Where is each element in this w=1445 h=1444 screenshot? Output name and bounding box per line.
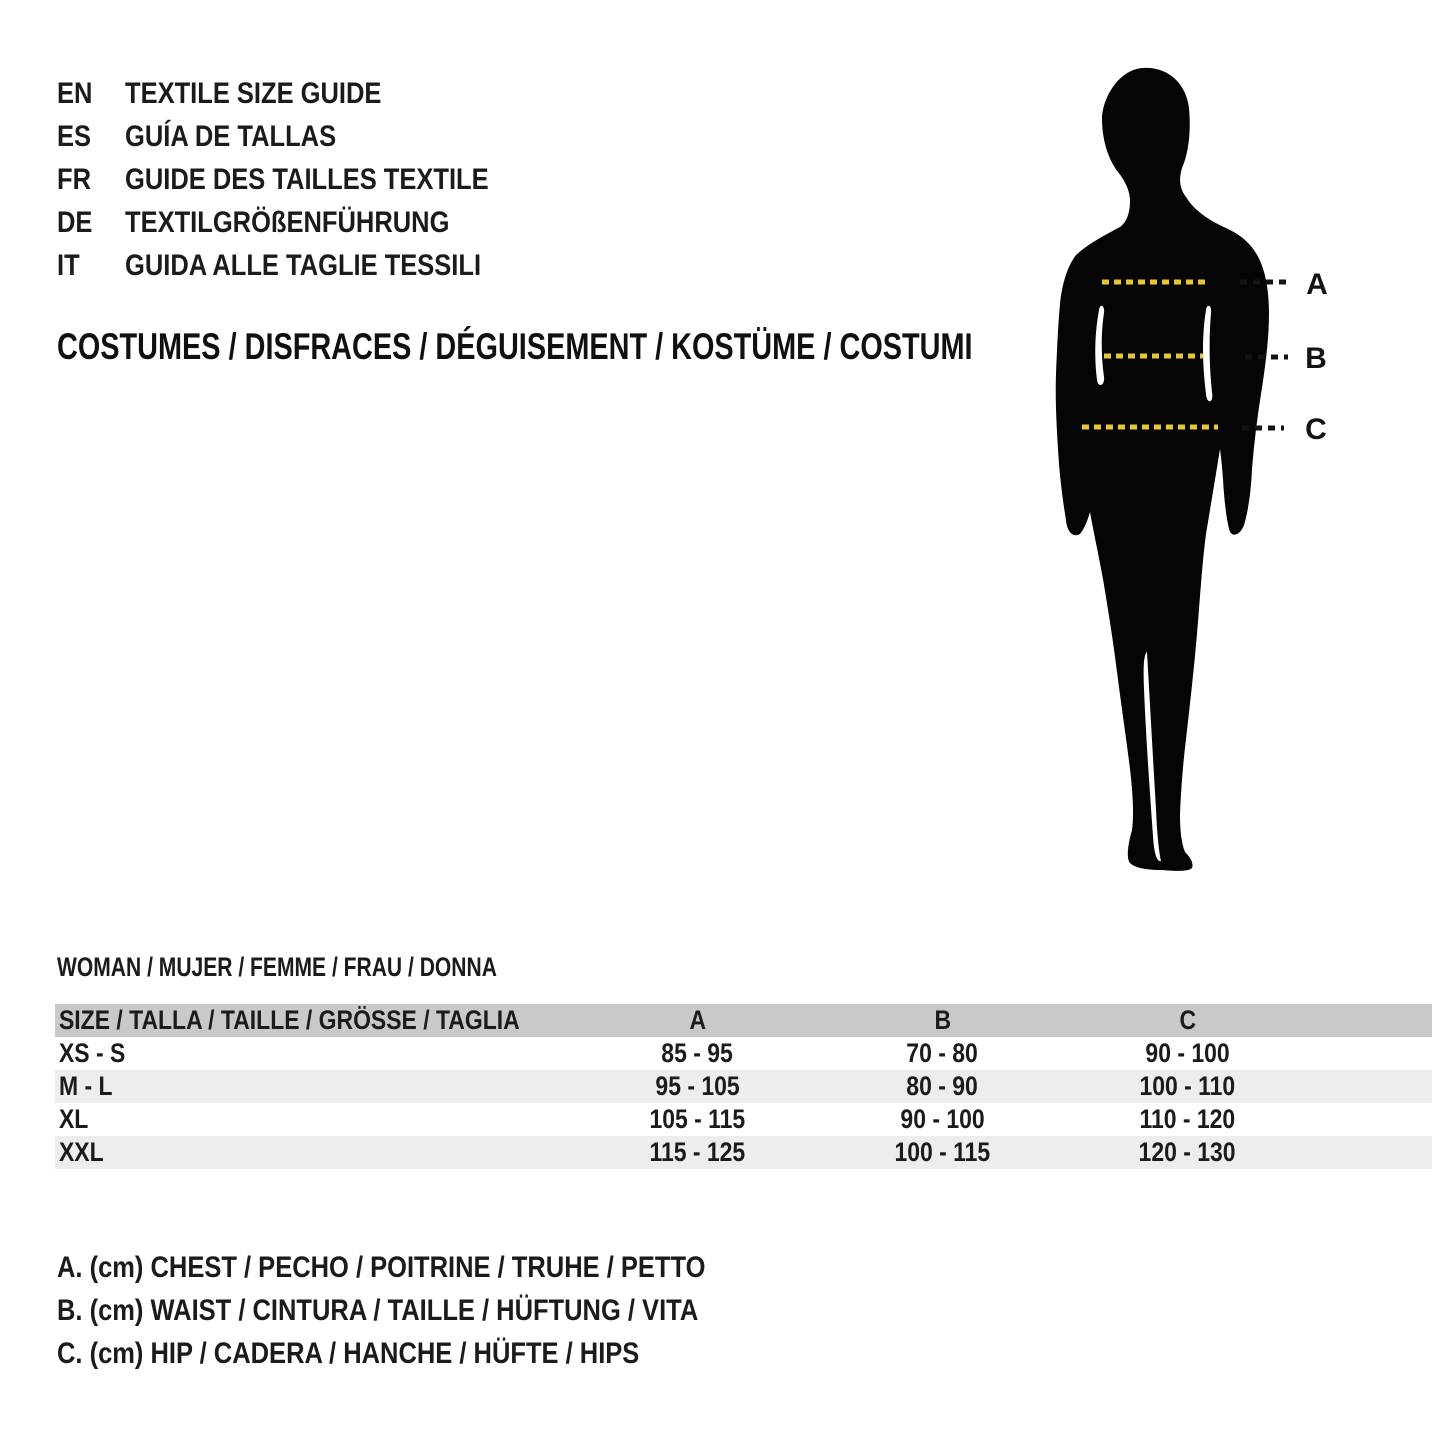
chest-cell: 95 - 105 [655,1071,740,1101]
measure-label-a: A [1306,268,1328,301]
size-cell: XL [59,1104,89,1134]
legend-waist: B. (cm) WAIST / CINTURA / TAILLE / HÜFTUNG / VITA [57,1293,699,1327]
lang-row-it [57,244,553,287]
lang-code: FR [57,162,91,196]
measure-label-b: B [1305,342,1327,375]
lang-label: GUÍA DE TALLAS [125,119,337,153]
chest-cell: 115 - 125 [649,1137,746,1167]
measure-legend [57,1246,820,1375]
lang-row-fr [57,158,553,201]
chest-cell: 85 - 95 [661,1038,734,1068]
table-row-xs-s [55,1037,1432,1070]
lang-code: DE [57,205,93,239]
measure-label-c: C [1305,413,1327,446]
lang-label: TEXTILE SIZE GUIDE [125,76,382,110]
woman-silhouette-body [1056,68,1269,871]
lang-label: TEXTILGRÖßENFÜHRUNG [125,205,450,239]
column-header-c: C [1179,1005,1196,1035]
gender-heading: WOMAN / MUJER / FEMME / FRAU / DONNA [57,952,497,982]
lang-row-en [57,72,553,115]
lang-code: EN [57,76,93,110]
waist-cell: 100 - 115 [894,1137,991,1167]
table-row-m-l [55,1070,1432,1103]
size-cell: XS - S [59,1038,126,1068]
chest-cell: 105 - 115 [649,1104,746,1134]
column-header-a: A [689,1005,706,1035]
column-header-size: SIZE / TALLA / TAILLE / GRÖSSE / TAGLIA [59,1005,520,1035]
language-list [57,72,553,287]
lang-row-de [57,201,553,244]
waist-cell: 80 - 90 [906,1071,979,1101]
lang-label: GUIDA ALLE TAGLIE TESSILI [125,248,482,282]
waist-cell: 90 - 100 [900,1104,985,1134]
waist-cell: 70 - 80 [906,1038,979,1068]
hip-cell: 120 - 130 [1139,1137,1236,1167]
woman-silhouette [1040,64,1340,879]
lang-row-es [57,115,553,158]
size-cell: XXL [59,1137,104,1167]
column-header-b: B [934,1005,951,1035]
size-cell: M - L [59,1071,113,1101]
lang-code: ES [57,119,92,153]
lang-label: GUIDE DES TAILLES TEXTILE [125,162,489,196]
hip-cell: 90 - 100 [1145,1038,1230,1068]
category-heading: COSTUMES / DISFRACES / DÉGUISEMENT / KOSTÜME / COSTUMI [57,326,973,367]
legend-chest: A. (cm) CHEST / PECHO / POITRINE / TRUHE / PETTO [57,1250,706,1284]
table-row-xxl [55,1136,1432,1169]
lang-code: IT [57,248,80,282]
hip-cell: 110 - 120 [1139,1104,1236,1134]
size-table-header-row [55,1004,1432,1037]
hip-cell: 100 - 110 [1139,1071,1236,1101]
legend-hip: C. (cm) HIP / CADERA / HANCHE / HÜFTE / HIPS [57,1336,640,1370]
size-table [55,1004,1432,1169]
table-row-xl [55,1103,1432,1136]
